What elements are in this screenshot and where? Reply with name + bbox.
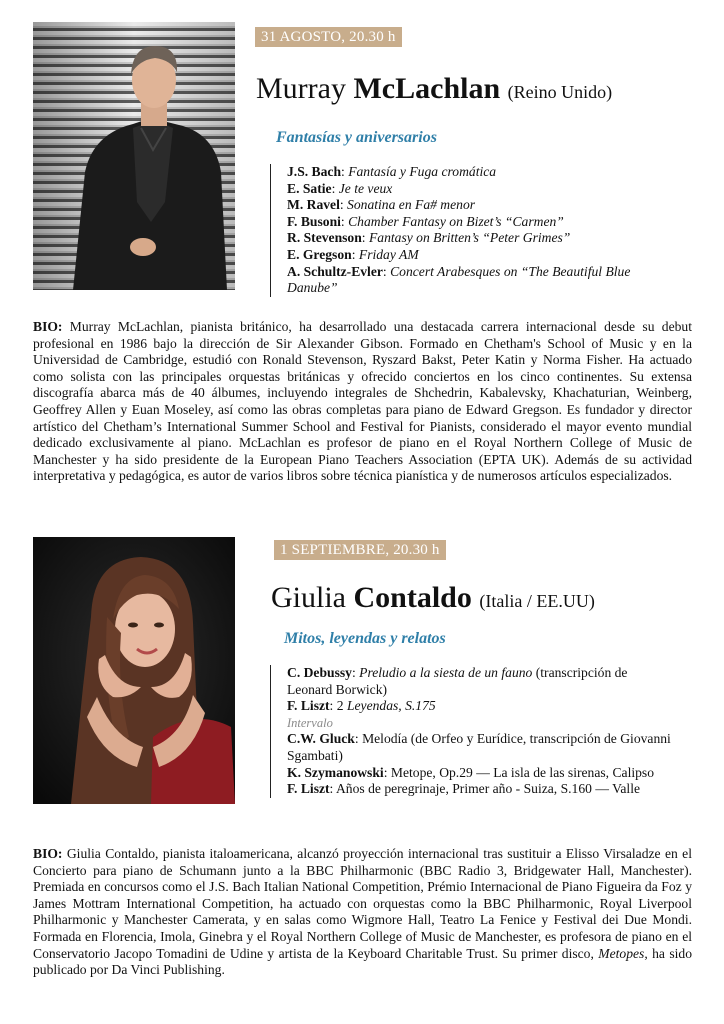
repertoire-item: M. Ravel: Sonatina en Fa# menor [287,197,476,213]
work-title: Años de peregrinaje, Primer año - Suiza, S.160 — Valle [335,781,641,797]
composer: J.S. Bach [287,164,342,179]
program-title: Fantasías y aniversarios [276,129,437,146]
composer: F. Busoni [287,213,341,229]
repertoire-item: J.S. Bach: Fantasía y Fuga cromática [287,164,497,179]
work-title: Fantasy on Britten’s “Peter Grimes” [368,230,571,246]
work-title: Metope, Op.29 — La isla de las sirenas, Calipso [390,764,655,780]
repertoire-list [270,164,667,297]
performer-last-name: Contaldo [353,581,472,614]
repertoire-item: C.W. Gluck: Melodía (de Orfeo y Eurídice, transcripción de Giovanni Sgambati) [287,731,671,763]
work-title: Leyendas, S.175 [346,698,436,714]
performer-first-name: Giulia [271,581,346,614]
murray-mclachlan-photo [33,22,235,290]
work-note: (transcripción de Leonard Borwick) [287,665,628,697]
work-title: Melodía (de Orfeo y Eurídice, transcripción de Giovanni Sgambati) [287,731,671,763]
work-title: Chamber Fantasy on Bizet’s “Carmen” [348,213,564,229]
composer: K. Szymanowski [287,764,384,780]
repertoire-item: E. Gregson: Friday AM [287,246,419,262]
composer: F. Liszt [287,781,330,797]
performer-name [271,581,595,615]
composer: A. Schultz-Evler [287,263,383,279]
performer-bio [33,846,692,979]
repertoire-item: E. Satie: Je te veux [287,180,393,196]
performer-bio [33,319,692,485]
bio-text-end: , ha sido publicado por Da Vinci Publishing. [33,945,692,978]
repertoire-item: K. Szymanowski: Metope, Op.29 — La isla de las sirenas, Calipso [287,764,655,780]
bio-label: BIO: [33,319,63,334]
performer-country: (Reino Unido) [507,82,613,102]
composer: E. Gregson [287,246,352,262]
program-title: Mitos, leyendas y relatos [284,630,446,647]
repertoire-item: F. Busoni: Chamber Fantasy on Bizet’s “Carmen” [287,213,564,229]
work-title: Fantasía y Fuga cromática [348,164,497,179]
work-title: Sonatina en Fa# menor [347,197,476,213]
composer: C.W. Gluck [287,731,355,747]
concert-date-badge: 31 AGOSTO, 20.30 h [255,27,402,47]
composer: C. Debussy [287,665,352,680]
concert-date-badge: 1 SEPTIEMBRE, 20.30 h [274,540,446,560]
work-title: Preludio a la siesta de un fauno [359,665,533,680]
repertoire-item: C. Debussy: Preludio a la siesta de un fauno (transcripción de Leonard Borwick) [287,665,628,697]
intermission-label: Intervalo [287,715,333,730]
repertoire-list [270,665,675,798]
repertoire-item: A. Schultz-Evler: Concert Arabesques on “The Beautiful Blue Danube” [287,263,631,296]
bio-text: Murray McLachlan, pianista británico, ha desarrollado una destacada carrera internacional desde su debut profesional en 1986 bajo la dirección de Sir Alexander Gibson. Formado en Chetham's School of Music y en la Universidad de Cambridge, estudió con Ronald Stevenson, Ryszard Bakst, Peter Katin y Norma Fisher. Ha actuado como solista con las principales orquestas británicas y ofrecido conciertos en los cinco continentes. Su extensa discografía abarca más de 40 álbumes, incluyendo integrales de Shchedrin, Kabalevsky, Khachaturian, Weinberg, Geoffrey Allen y Euan Moseley, así como las obras completas para piano de Edward Gregson. Es fundador y director artístico del Chetham’s International Summer School and Festival for Pianists, considerado el mayor evento mundial dedicado exclusivamente al piano. McLachlan es profesor de piano en el Royal Northern College of Music de Manchester y ha sido presidente de la European Piano Teachers Association (EPTA UK). Además de su actividad interpretativa y pedagógica, es autor de varios libros sobre técnica pianística y de numerosos artículos especializados. [33,319,693,484]
work-prefix: 2 [336,698,347,714]
composer: M. Ravel [287,197,340,213]
work-title: Concert Arabesques on “The Beautiful Blue Danube” [287,263,631,296]
work-title: Friday AM [358,246,419,262]
work-title: Je te veux [338,180,393,196]
performer-first-name: Murray [256,72,346,105]
composer: F. Liszt [287,698,330,714]
bio-label: BIO: [33,846,63,861]
bio-text: Giulia Contaldo, pianista italoamericana, alcanzó proyección internacional tras sustituir a Elisso Virsaladze en el Concierto para piano de Schumann junto a la BBC Philharmonic (BBC Radio 3, Bridgewater Hall, Manchester). Premiada en concursos como el J.S. Bach Italian National Competition, Prémio Internacional de Piano Figueira da Foz y James Mottram International Competition, ha actuado con orquestas como la BBC Philharmonic, Royal Liverpool Philharmonic y Manchester Camerata, y en salas como Wigmore Hall, Teatro La Fenice y Festival dei Due Mondi. Formada en Florencia, Imola, Ginebra y el Royal Northern College of Music de Manchester, es profesora de piano en el Conservatorio Jacopo Tomadini de Udine y artista de la Keyboard Charitable Trust. Su primer disco, [33,846,692,961]
repertoire-item: F. Liszt: 2 Leyendas, S.175 [287,698,436,714]
composer: R. Stevenson [287,230,362,246]
performer-last-name: McLachlan [353,72,501,105]
performer-country: (Italia / EE.UU) [479,591,595,611]
composer: E. Satie [287,180,332,196]
repertoire-item: R. Stevenson: Fantasy on Britten’s “Peter Grimes” [287,230,571,246]
performer-name [256,72,612,106]
repertoire-item: F. Liszt: Años de peregrinaje, Primer año - Suiza, S.160 — Valle [287,781,641,797]
giulia-contaldo-photo [33,537,235,804]
album-title: Metopes [598,945,645,961]
